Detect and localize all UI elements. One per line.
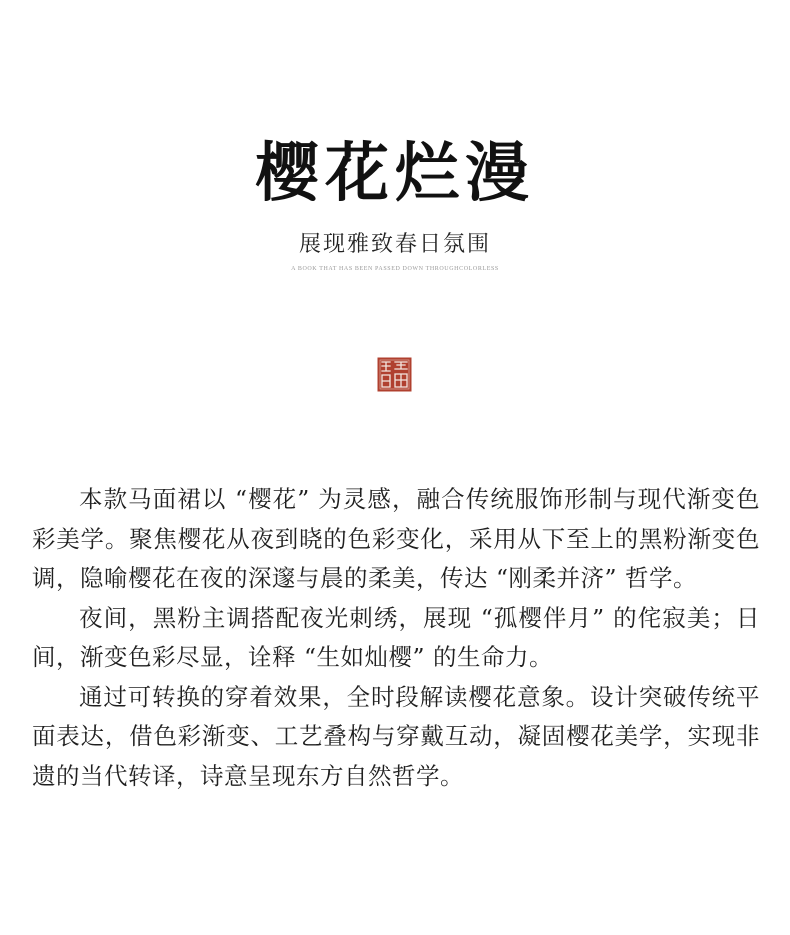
subtitle-english: A BOOK THAT HAS BEEN PASSED DOWN THROUGHCOLORLESS (291, 266, 499, 272)
paragraph-1: 本款马面裙以 “樱花” 为灵感，融合传统服饰形制与现代渐变色彩美学。聚焦樱花从夜到晓的色彩变化，采用从下至上的黑粉渐变色调，隐喻樱花在夜的深邃与晨的柔美，传达 “刚柔并济” 哲学。 (32, 485, 760, 592)
page-subtitle: 展现雅致春日氛围 (298, 232, 491, 257)
paragraph-3: 通过可转换的穿着效果，全时段解读樱花意象。设计突破传统平面表达，借色彩渐变、工艺叠构与穿戴互动，凝固樱花美学，实现非遗的当代转译，诗意呈现东方自然哲学。 (32, 682, 760, 790)
description-body (32, 480, 760, 796)
seal-stamp-icon (377, 357, 412, 392)
page-title: 樱花烂漫 (255, 136, 535, 211)
paragraph-2: 夜间，黑粉主调搭配夜光刺绣，展现 “孤樱伴月” 的侘寂美；日间，渐变色彩尽显，诠释 “生如灿樱” 的生命力。 (32, 603, 760, 671)
